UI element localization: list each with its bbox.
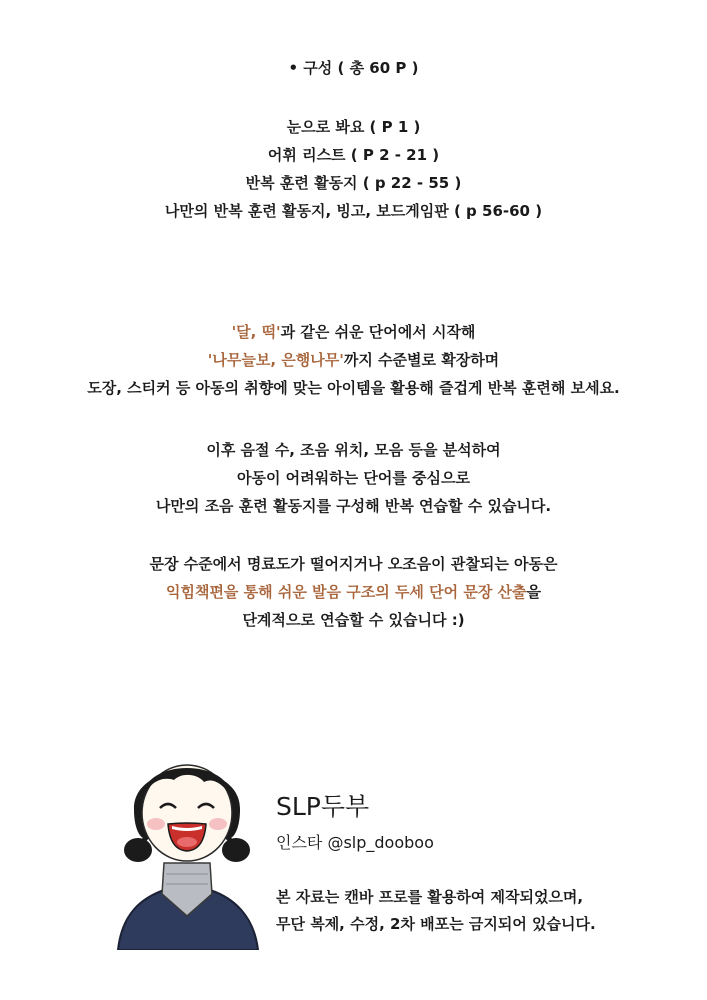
toc-item: 반복 훈련 활동지 ( p 22 - 55 ) (245, 174, 462, 192)
para1-line1-text: 과 같은 쉬운 단어에서 시작해 (280, 323, 476, 341)
profile-name: SLP두부 (276, 792, 370, 821)
para1-line3: 도장, 스티커 등 아동의 취향에 맞는 아이템을 활용해 즐겁게 반복 훈련해 보세요. (87, 379, 620, 397)
para1-line2 (0, 346, 707, 374)
para3-line1: 문장 수준에서 명료도가 떨어지거나 오조음이 관찰되는 아동은 (149, 555, 558, 573)
highlight-words: '나무늘보, 은행나무' (207, 351, 344, 369)
composition-title: • 구성 ( 총 60 P ) (288, 59, 419, 77)
highlight-words: '달, 떡' (231, 323, 281, 341)
para2-line3: 나만의 조음 훈련 활동지를 구성해 반복 연습할 수 있습니다. (155, 497, 552, 515)
girl-avatar-illustration (112, 738, 262, 950)
instagram-handle: 인스타 @slp_dooboo (276, 833, 434, 852)
para1-line2-text: 까지 수준별로 확장하며 (343, 351, 500, 369)
toc-item: 어휘 리스트 ( P 2 - 21 ) (267, 146, 440, 164)
toc-item: 눈으로 봐요 ( P 1 ) (286, 118, 421, 136)
para2-line1: 이후 음절 수, 조음 위치, 모음 등을 분석하여 (206, 441, 501, 459)
para3-line3: 단계적으로 연습할 수 있습니다 :) (242, 611, 465, 629)
table-of-contents (0, 113, 707, 225)
profile-info (276, 790, 596, 938)
sentence-paragraph (0, 550, 707, 634)
copyright-notice (276, 884, 596, 938)
analysis-paragraph (0, 436, 707, 520)
toc-item: 나만의 반복 훈련 활동지, 빙고, 보드게임판 ( p 56-60 ) (164, 202, 543, 220)
para1-line1 (0, 318, 707, 346)
intro-paragraph (0, 318, 707, 402)
para3-line2 (0, 578, 707, 606)
notice-line: 본 자료는 캔바 프로를 활용하여 제작되었으며, (276, 888, 584, 906)
notice-line: 무단 복제, 수정, 2차 배포는 금지되어 있습니다. (276, 915, 596, 933)
para3-line2-text: 을 (526, 583, 542, 601)
para2-line2: 아동이 어려워하는 단어를 중심으로 (236, 469, 471, 487)
highlight-words: 익힘책편을 통해 쉬운 발음 구조의 두세 단어 문장 산출 (165, 583, 527, 601)
